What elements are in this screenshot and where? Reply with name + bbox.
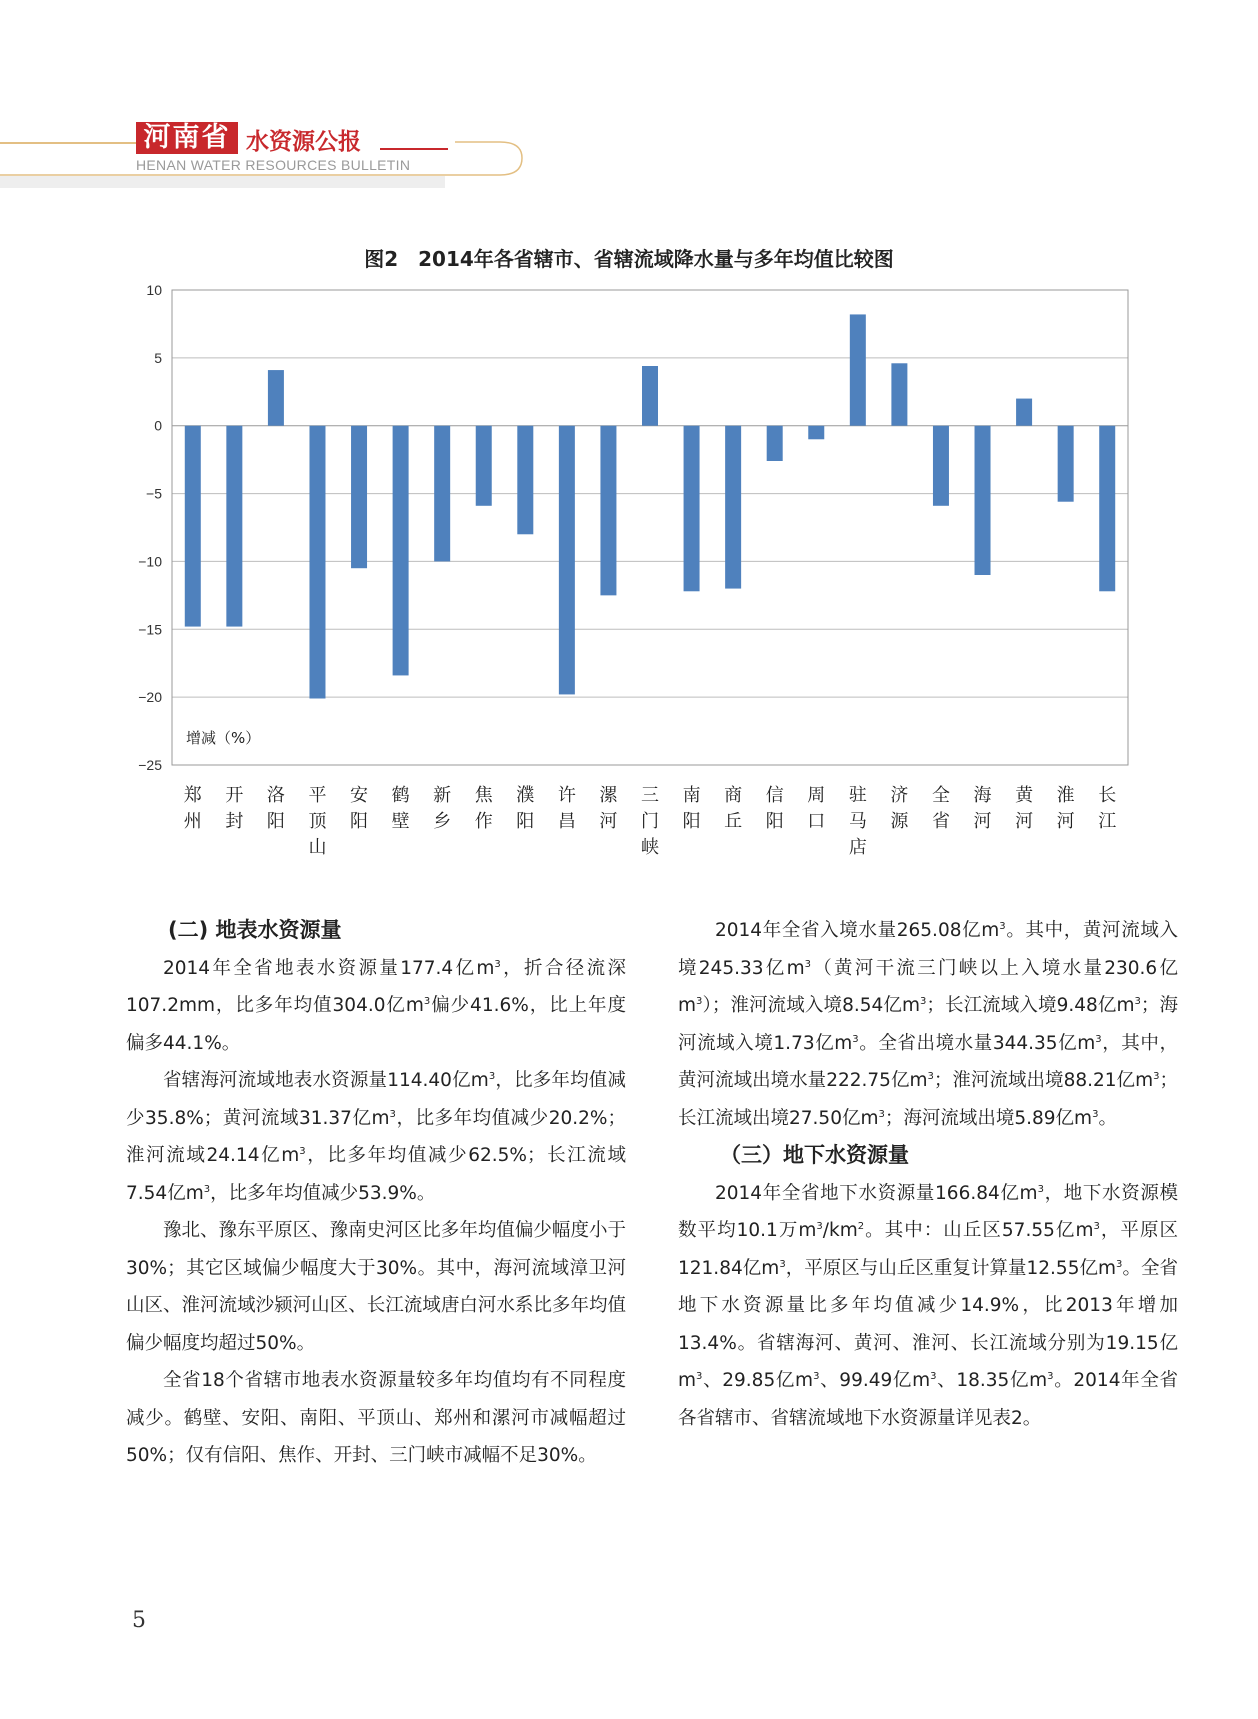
superscript: 3: [816, 1220, 823, 1232]
x-tick-label: 鹤: [391, 785, 410, 806]
header-subtitle: HENAN WATER RESOURCES BULLETIN: [136, 157, 411, 173]
bar: [725, 426, 741, 589]
x-tick-label: 洛: [266, 785, 285, 806]
y-tick-label: −10: [138, 553, 162, 570]
x-tick-label: 开: [225, 785, 244, 806]
superscript: 3: [1093, 1220, 1100, 1232]
x-tick-label: 江: [1098, 811, 1117, 832]
x-tick-label: 峡: [641, 837, 659, 858]
superscript: 3: [779, 1258, 786, 1270]
x-tick-label: 濮: [516, 785, 535, 806]
superscript: 3: [1095, 1033, 1102, 1045]
superscript: 3: [852, 1033, 859, 1045]
x-tick-label: 阳: [516, 811, 535, 832]
x-tick-label: 漯: [599, 785, 618, 806]
bar: [808, 426, 824, 440]
x-tick-label: 焦: [474, 785, 493, 806]
bar: [268, 370, 284, 426]
bar: [767, 426, 783, 461]
x-tick-label: 济: [890, 785, 909, 806]
x-tick-label: 黄: [1015, 785, 1034, 806]
chart-title: 图2 2014年各省辖市、省辖流域降水量与多年均值比较图: [364, 247, 894, 271]
x-tick-label: 河: [973, 811, 992, 832]
superscript: 3: [1047, 1370, 1054, 1382]
superscript: 3: [488, 1070, 496, 1082]
x-tick-label: 河: [599, 811, 618, 832]
x-tick-label: 安: [350, 785, 369, 806]
x-tick-label: 河: [1056, 811, 1075, 832]
superscript: 3: [423, 995, 431, 1007]
superscript: 3: [804, 958, 811, 970]
x-tick-label: 丘: [724, 811, 743, 832]
x-tick-label: 许: [557, 785, 576, 806]
bar: [309, 426, 325, 699]
bar: [185, 426, 201, 627]
x-tick-label: 壁: [391, 811, 410, 832]
section-heading-surface-water: (二) 地表水资源量: [168, 918, 342, 942]
superscript: 3: [203, 1183, 211, 1195]
x-tick-label: 淮: [1056, 785, 1075, 806]
x-tick-label: 昌: [557, 811, 576, 832]
superscript: 3: [927, 1070, 934, 1082]
x-tick-label: 店: [848, 837, 867, 858]
paragraph-groundwater: 2014年全省地下水资源量166.84亿$m^3$，地下水资源模数平均10.1万$m^3/km^2$。其中：山丘区57.55亿$m^3$，平原区121.84亿$m^3$，平原区与山丘区重复计算量12.55亿$m^3$。全省地下水资源量比多年均值减少14.9%，比2013年增加13.4%。省辖海河、黄河、淮河、长江流域分别为19.15亿$m^3$、29.85亿$m^3$、99.49亿$m^3$、18.35亿$m^3$。2014年全省各省辖市、省辖流域地下水资源量详见表2。: [678, 1182, 1179, 1429]
x-tick-label: 周: [807, 785, 826, 806]
y-tick-label: −15: [138, 621, 162, 638]
bar: [975, 426, 991, 575]
superscript: 3: [1092, 1108, 1099, 1120]
superscript: 3: [389, 1108, 396, 1120]
x-tick-label: 作: [474, 811, 493, 832]
bar: [850, 314, 866, 425]
page-number: 5: [132, 1608, 146, 1633]
x-tick-label: 门: [641, 811, 659, 832]
bar: [393, 426, 409, 676]
right-column: [678, 912, 1178, 1437]
x-tick-label: 驻: [848, 785, 867, 806]
x-tick-label: 信: [765, 785, 784, 806]
bar: [434, 426, 450, 562]
y-axis-label: 增减（%）: [186, 729, 261, 747]
paragraph-surface-cities: 全省18个省辖市地表水资源量较多年均值均有不同程度减少。鹤壁、安阳、南阳、平顶山、郑州和漯河市减幅超过50%；仅有信阳、焦作、开封、三门峡市减幅不足30%。: [126, 1370, 626, 1466]
x-tick-label: 源: [890, 811, 909, 832]
superscript: 3: [1037, 1183, 1044, 1195]
x-tick-label: 三: [641, 785, 659, 806]
bar: [642, 366, 658, 426]
x-tick-label: 阳: [765, 811, 784, 832]
superscript: 3: [494, 958, 501, 970]
y-tick-label: 0: [154, 417, 162, 434]
x-tick-label: 阳: [350, 811, 369, 832]
bar: [476, 426, 492, 506]
superscript: 3: [1153, 1070, 1160, 1082]
left-column: [126, 912, 626, 1475]
header-title: 水资源公报: [246, 128, 361, 155]
x-tick-label: 长: [1098, 785, 1117, 806]
precipitation-bar-chart: [0, 270, 1258, 870]
superscript: 3: [999, 920, 1006, 932]
section-heading-groundwater: （三）地下水资源量: [720, 1143, 909, 1167]
bar: [1016, 399, 1032, 426]
bar: [517, 426, 533, 535]
x-tick-label: 郑: [183, 785, 202, 806]
superscript: 3: [920, 995, 927, 1007]
x-tick-label: 山: [308, 837, 327, 858]
x-tick-label: 封: [225, 811, 244, 832]
superscript: 3: [813, 1370, 820, 1382]
x-tick-label: 口: [807, 811, 826, 832]
bar: [891, 363, 907, 425]
x-tick-label: 州: [183, 811, 202, 832]
bar: [933, 426, 949, 506]
x-tick-label: 平: [308, 785, 327, 806]
x-tick-label: 马: [848, 811, 867, 832]
x-tick-label: 顶: [308, 811, 327, 832]
bar: [226, 426, 242, 627]
bar: [684, 426, 700, 592]
header-rule: [380, 148, 448, 150]
superscript: 3: [930, 1370, 937, 1382]
x-tick-label: 全: [931, 785, 950, 806]
x-tick-label: 省: [931, 811, 950, 832]
bar: [351, 426, 367, 569]
y-tick-label: 5: [154, 349, 162, 366]
superscript: 3: [1134, 995, 1141, 1007]
superscript: 2: [857, 1220, 865, 1232]
x-tick-label: 河: [1015, 811, 1034, 832]
x-tick-label: 乡: [433, 811, 452, 832]
x-tick-label: 新: [433, 785, 452, 806]
superscript: 3: [696, 1370, 703, 1382]
superscript: 3: [696, 995, 703, 1007]
paragraph-inflow-outflow: 2014年全省入境水量265.08亿$m^3$。其中，黄河流域入境245.33亿$m^3$（黄河干流三门峡以上入境水量230.6亿$m^3$）；淮河流域入境8.54亿$m^3$；长江流域入境9.48亿$m^3$；海河流域入境1.73亿$m^3$。全省出境水量344.35亿$m^3$，其中，黄河流域出境水量222.75亿$m^3$；淮河流域出境88.21亿$m^3$；长江流域出境27.50亿$m^3$；海河流域出境5.89亿$m^3$。: [678, 920, 1178, 1129]
header-shadow: [0, 176, 445, 188]
header-logo: 河南省: [136, 122, 238, 154]
bar: [1099, 426, 1115, 592]
y-tick-label: −5: [146, 485, 162, 502]
superscript: 3: [1116, 1258, 1123, 1270]
x-tick-label: 南: [682, 785, 701, 806]
bar: [600, 426, 616, 596]
superscript: 3: [299, 1145, 306, 1157]
superscript: 3: [878, 1108, 885, 1120]
y-tick-label: −20: [138, 689, 162, 706]
x-tick-label: 阳: [266, 811, 285, 832]
y-tick-label: 10: [146, 282, 162, 298]
bar: [1058, 426, 1074, 502]
paragraph-surface-basins: 省辖海河流域地表水资源量114.40亿$m^3$，比多年均值减少35.8%；黄河流域31.37亿$m^3$，比多年均值减少20.2%；淮河流域24.14亿$m^3$，比多年均值减少62.5%；长江流域7.54亿$m^3$，比多年均值减少53.9%。: [126, 1070, 626, 1204]
y-tick-label: −25: [138, 757, 162, 773]
bar: [559, 426, 575, 695]
x-tick-label: 海: [973, 785, 992, 806]
paragraph-surface-regions: 豫北、豫东平原区、豫南史河区比多年均值偏少幅度小于30%；其它区域偏少幅度大于30%。其中，海河流域漳卫河山区、淮河流域沙颍河山区、长江流域唐白河水系比多年均值偏少幅度均超过50%。: [126, 1220, 626, 1354]
paragraph-surface-total: 2014年全省地表水资源量177.4亿$m^3$，折合径流深107.2mm，比多年均值304.0亿$m^3$偏少41.6%，比上年度偏多44.1%。: [126, 957, 626, 1054]
x-tick-label: 商: [724, 785, 743, 806]
x-tick-label: 阳: [682, 811, 701, 832]
header-line: [0, 142, 138, 144]
